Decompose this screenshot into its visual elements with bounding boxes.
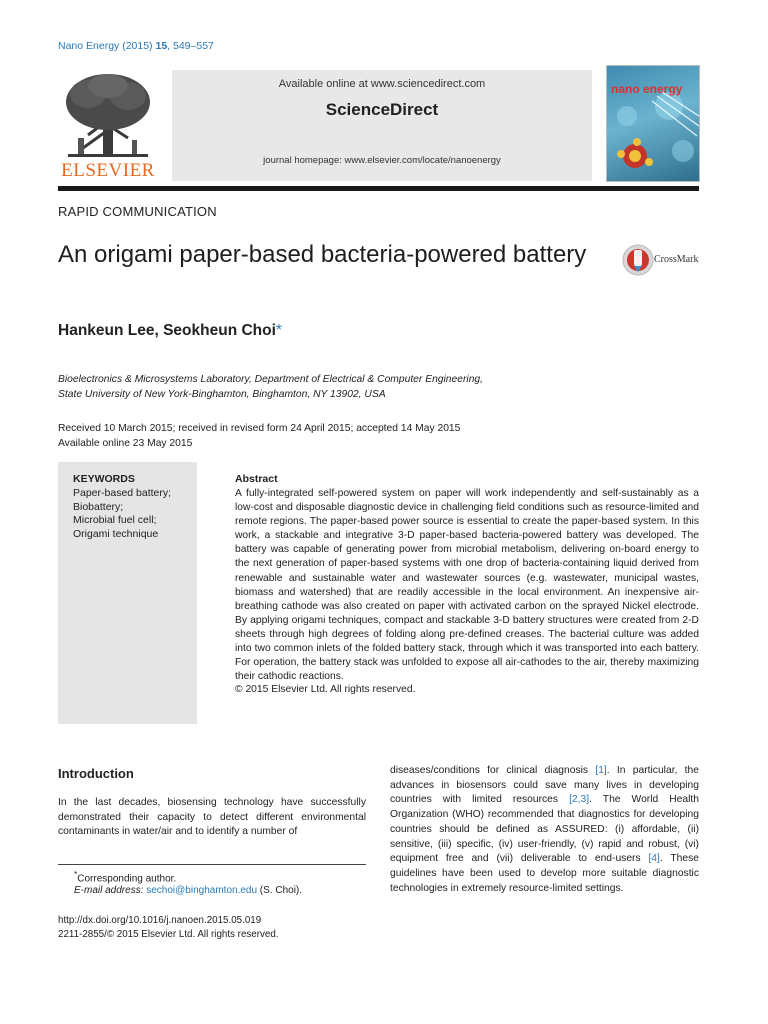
introduction-paragraph-right	[390, 764, 699, 896]
footnote-marker: *	[74, 869, 78, 879]
article-type: RAPID COMMUNICATION	[58, 204, 217, 219]
elsevier-wordmark: ELSEVIER	[61, 160, 155, 181]
sciencedirect-logo[interactable]: ScienceDirect	[325, 100, 439, 119]
reference-link[interactable]: [2,3]	[569, 794, 590, 806]
intro-text-part: . These guidelines have been used to develop more suitable diagnostic technologies in extremely resource-limited settings.	[390, 853, 699, 894]
cover-title: nano energy	[611, 82, 683, 96]
header-divider	[58, 186, 699, 191]
journal-cover-image[interactable]	[606, 65, 700, 182]
keyword-item: Origami technique	[73, 527, 159, 540]
received-dates: Received 10 March 2015; received in revised form 24 April 2015; accepted 14 May 2015	[58, 423, 461, 434]
issn-copyright: 2211-2855/© 2015 Elsevier Ltd. All rights reserved.	[58, 929, 279, 940]
available-online-date: Available online 23 May 2015	[58, 438, 193, 449]
journal-reference[interactable]	[58, 40, 214, 52]
available-online-text[interactable]: Available online at www.sciencedirect.com	[278, 78, 486, 90]
doi-block	[58, 914, 279, 942]
footnote-divider	[58, 864, 366, 865]
article-dates	[58, 421, 658, 451]
keyword-item: Paper-based battery;	[73, 487, 172, 499]
affiliation-line: Bioelectronics & Microsystems Laboratory, Department of Electrical & Computer Engineering,	[58, 374, 484, 385]
email-link[interactable]: sechoi@binghamton.edu	[146, 885, 258, 896]
crossmark-icon	[622, 244, 654, 276]
intro-text-part: diseases/conditions for clinical diagnosis	[390, 765, 596, 776]
keyword-item: Biobattery;	[73, 500, 124, 513]
email-suffix: (S. Choi).	[257, 885, 303, 896]
abstract-text: A fully-integrated self-powered system on paper will work independently and self-sustainably as a low-cost and disposable diagnostic device in challenging field conditions such as resource-limited and remote regions. The paper-based power source is essential to create the paper-based system. In this work, a stackable and integrative 3-D paper-based bacteria-powered battery was developed. The battery was capable of generating power from microbial metabolism, delivering on-board energy to the next generation of paper-based systems with one drop of bacteria-containing liquid derived from renewable and sustainable water and wastewater sources (e.g. wastewater, municipal wastes, biomass and watershed) that are readily accessible in the local environment. An inexpensive air-breathing cathode was also created on paper with activated carbon on the sprayed Nickel electrode. By applying origami techniques, compact and stackable 3-D battery structures were created from 2-D sheets through high degrees of folding along pre-defined creases. The bacterial culture was added into two common inlets of the folded battery stack, through which it was transported into each battery. For operation, the battery stack was unfolded to expose all air-cathodes to the air, thereby maximizing their cathodic reactions.	[235, 488, 699, 683]
article-title: An origami paper-based bacteria-powered battery	[58, 241, 587, 268]
keyword-item: Microbial fuel cell;	[73, 514, 157, 526]
introduction-paragraph-left: In the last decades, biosensing technology have successfully demonstrated their capacity to detect different environmental contaminants in water/air and to identify a number of	[58, 797, 366, 838]
intro-text-part: . The World Health Organization (WHO) recommended that diagnostics for developing countries should be defined as ASSURED: (i) affordable, (ii) sensitive, (iii) specific, (iv) user-friendly, (v) rapid and robust, (vi) equipment free and (vii) deliverable to end-users	[390, 794, 699, 865]
abstract-heading: Abstract	[235, 473, 278, 485]
keywords-list	[73, 487, 171, 541]
affiliation	[58, 372, 658, 402]
doi-link[interactable]: http://dx.doi.org/10.1016/j.nanoen.2015.05.019	[58, 915, 262, 926]
footnote-email	[74, 885, 302, 896]
footnote-corresponding	[74, 869, 176, 884]
author-list	[58, 322, 282, 340]
reference-link[interactable]: [1]	[595, 765, 607, 776]
reference-link[interactable]: [4]	[648, 853, 660, 865]
intro-text-part: . In particular, the advances in biosensors could save many lives in developing countries with limited resources	[390, 765, 699, 806]
journal-pages: , 549–557	[167, 40, 214, 52]
journal-volume: 15	[155, 40, 168, 52]
affiliation-line: State University of New York-Binghamton, Binghamton, NY 13902, USA	[58, 389, 386, 400]
journal-homepage-link[interactable]: journal homepage: www.elsevier.com/locate/nanoenergy	[263, 155, 501, 166]
corresponding-author-text: Corresponding author.	[77, 873, 177, 885]
abstract-copyright: © 2015 Elsevier Ltd. All rights reserved.	[235, 684, 416, 695]
corresponding-author-marker[interactable]: *	[275, 322, 282, 339]
email-label: E-mail address:	[74, 885, 147, 896]
introduction-heading: Introduction	[58, 766, 134, 781]
journal-ref-prefix: Nano Energy (2015)	[58, 40, 156, 52]
crossmark-label: CrossMark	[654, 254, 699, 265]
author-names: Hankeun Lee, Seokheun Choi	[58, 322, 276, 339]
keywords-heading: KEYWORDS	[73, 473, 135, 485]
